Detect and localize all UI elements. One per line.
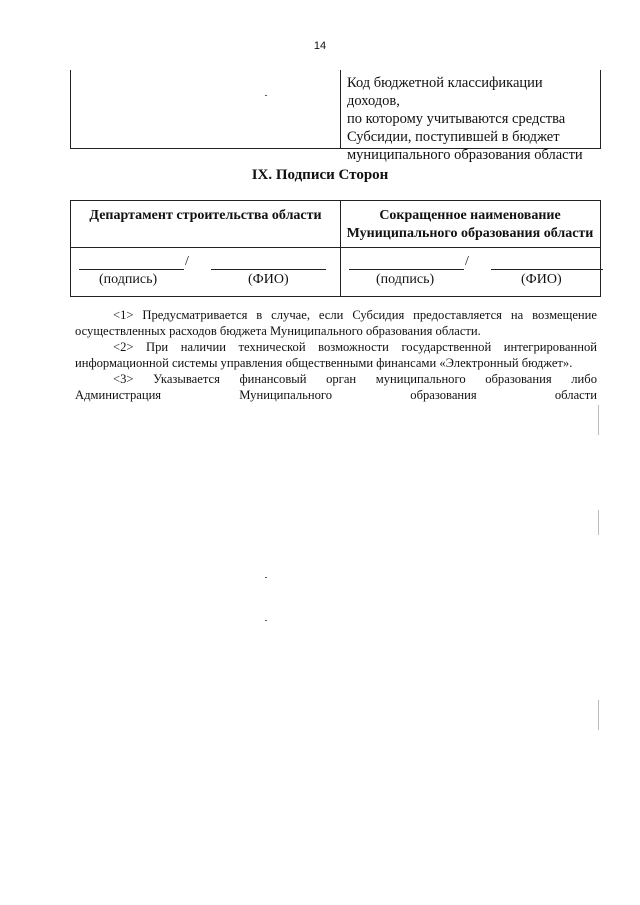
footnote-text: <2> При наличии технической возможности государственной интегрированной [113, 340, 597, 354]
scan-margin-mark [598, 405, 599, 435]
signature-line [349, 269, 464, 270]
budget-code-cell [347, 74, 597, 164]
table-divider [71, 247, 600, 248]
scan-speck [265, 95, 267, 96]
scan-margin-mark [598, 700, 599, 730]
left-party-header: Департамент строительства области [89, 208, 322, 223]
right-party-header [341, 207, 599, 243]
section-title: IX. Подписи Сторон [251, 167, 389, 183]
signature-line [79, 269, 184, 270]
right-header-line: Муниципального образования области [346, 226, 594, 241]
footnote-text: <3> Указывается финансовый орган муниципального образования либо [113, 372, 597, 386]
slash: / [465, 254, 469, 269]
scan-speck [265, 620, 267, 621]
footnote-text: <1> Предусматривается в случае, если Субсидия предоставляется на возмещение [113, 308, 597, 322]
cell-line: Код бюджетной классификации доходов, [347, 75, 543, 109]
right-header-line: Сокращенное наименование [379, 208, 561, 223]
footnote-3-line-1 [75, 372, 597, 388]
cell-line: по которому учитываются средства [347, 111, 566, 127]
signature-caption: (подпись) [99, 272, 158, 287]
name-caption: (ФИО) [248, 272, 289, 287]
footnote-2-line-1 [75, 340, 597, 356]
page-number: 14 [313, 40, 327, 52]
footnote-2-line-2: информационной системы управления общественными финансами «Электронный бюджет». [75, 356, 573, 370]
name-line [491, 269, 603, 270]
name-caption: (ФИО) [521, 272, 562, 287]
scan-speck [265, 577, 267, 578]
scan-margin-mark [598, 510, 599, 535]
signature-caption: (подпись) [376, 272, 435, 287]
budget-code-table [70, 70, 601, 163]
signatures-table [70, 200, 601, 297]
cell-line: муниципального образования области [347, 147, 583, 163]
footnote-3-line-2: Администрация Муниципального образования области [75, 388, 597, 402]
footnote-1-line-1 [75, 308, 597, 324]
table-divider [340, 70, 341, 148]
cell-line: Субсидии, поступившей в бюджет [347, 129, 560, 145]
name-line [211, 269, 326, 270]
footnote-1-line-2: осуществленных расходов бюджета Муниципального образования области. [75, 324, 481, 338]
slash: / [185, 254, 189, 269]
